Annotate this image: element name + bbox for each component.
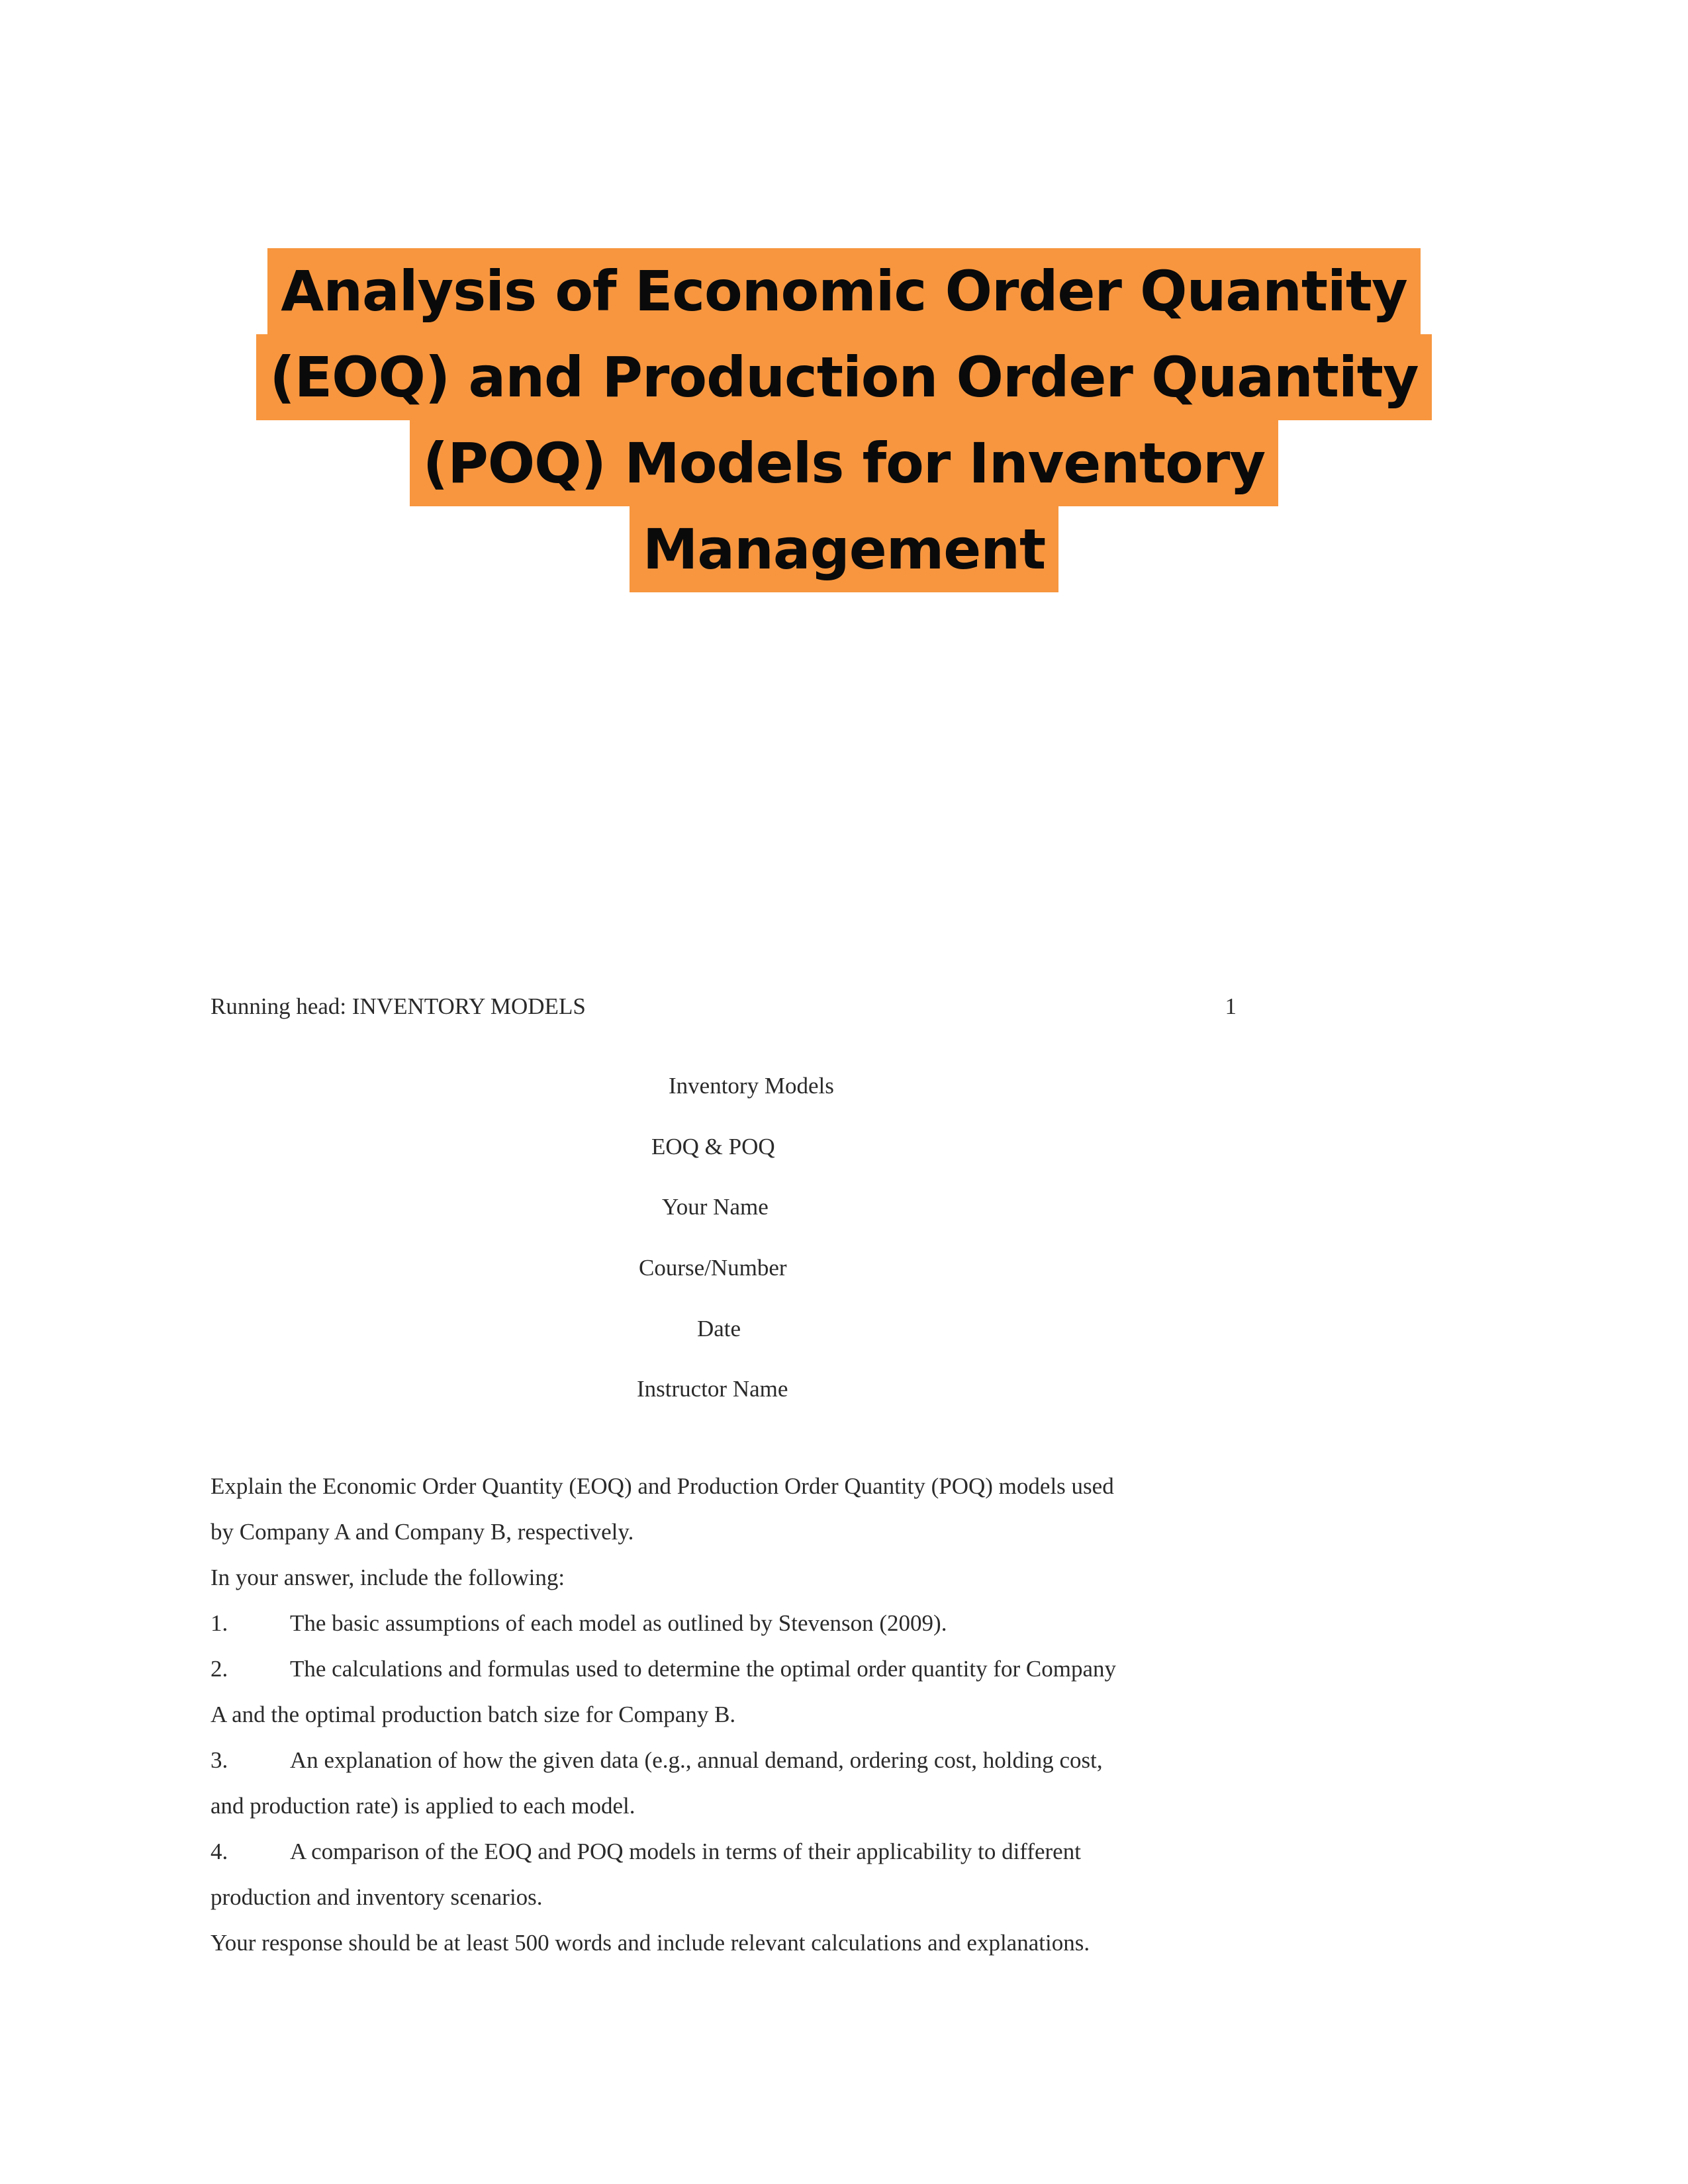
intro-line-2: by Company A and Company B, respectively. — [211, 1519, 634, 1545]
doc-title: Inventory Models — [669, 1073, 834, 1099]
list-item — [211, 1646, 1243, 1692]
highlighted-title — [0, 248, 1688, 592]
page-number: 1 — [1225, 993, 1237, 1019]
doc-author: Your Name — [662, 1194, 769, 1220]
doc-instructor: Instructor Name — [637, 1376, 788, 1402]
list-item-continuation: and production rate) is applied to each model. — [211, 1793, 635, 1819]
closing-line: Your response should be at least 500 words and include relevant calculations and explanations. — [211, 1930, 1090, 1956]
title-line-2: (EOQ) and Production Order Quantity — [256, 334, 1431, 420]
title-line-3: (POQ) Models for Inventory — [410, 420, 1278, 506]
title-line-4: Management — [630, 506, 1058, 592]
list-item-continuation: production and inventory scenarios. — [211, 1884, 543, 1910]
running-head-text: Running head: INVENTORY MODELS — [211, 993, 586, 1019]
doc-date: Date — [697, 1316, 741, 1342]
list-item-number: 2. — [211, 1656, 228, 1682]
list-item-text: The calculations and formulas used to determine the optimal order quantity for Company — [290, 1656, 1116, 1682]
list-item — [211, 1737, 1243, 1783]
intro-line-1: Explain the Economic Order Quantity (EOQ) and Production Order Quantity (POQ) models used — [211, 1473, 1114, 1499]
running-head — [211, 991, 1237, 1022]
list-item-continuation: A and the optimal production batch size for Company B. — [211, 1702, 736, 1727]
list-item-text: The basic assumptions of each model as outlined by Stevenson (2009). — [290, 1610, 947, 1636]
list-item-text: An explanation of how the given data (e.g., annual demand, ordering cost, holding cost, — [290, 1747, 1103, 1773]
assignment-body — [211, 1463, 1243, 1966]
intro-line-3: In your answer, include the following: — [211, 1565, 565, 1590]
list-item — [211, 1600, 1243, 1646]
title-line-1: Analysis of Economic Order Quantity — [267, 248, 1420, 334]
list-item-number: 3. — [211, 1747, 228, 1773]
list-item-number: 4. — [211, 1839, 228, 1864]
doc-subtitle: EOQ & POQ — [651, 1134, 775, 1160]
list-item-text: A comparison of the EOQ and POQ models in terms of their applicability to different — [290, 1839, 1081, 1864]
list-item-number: 1. — [211, 1610, 228, 1636]
doc-course: Course/Number — [639, 1255, 787, 1281]
list-item — [211, 1829, 1243, 1874]
